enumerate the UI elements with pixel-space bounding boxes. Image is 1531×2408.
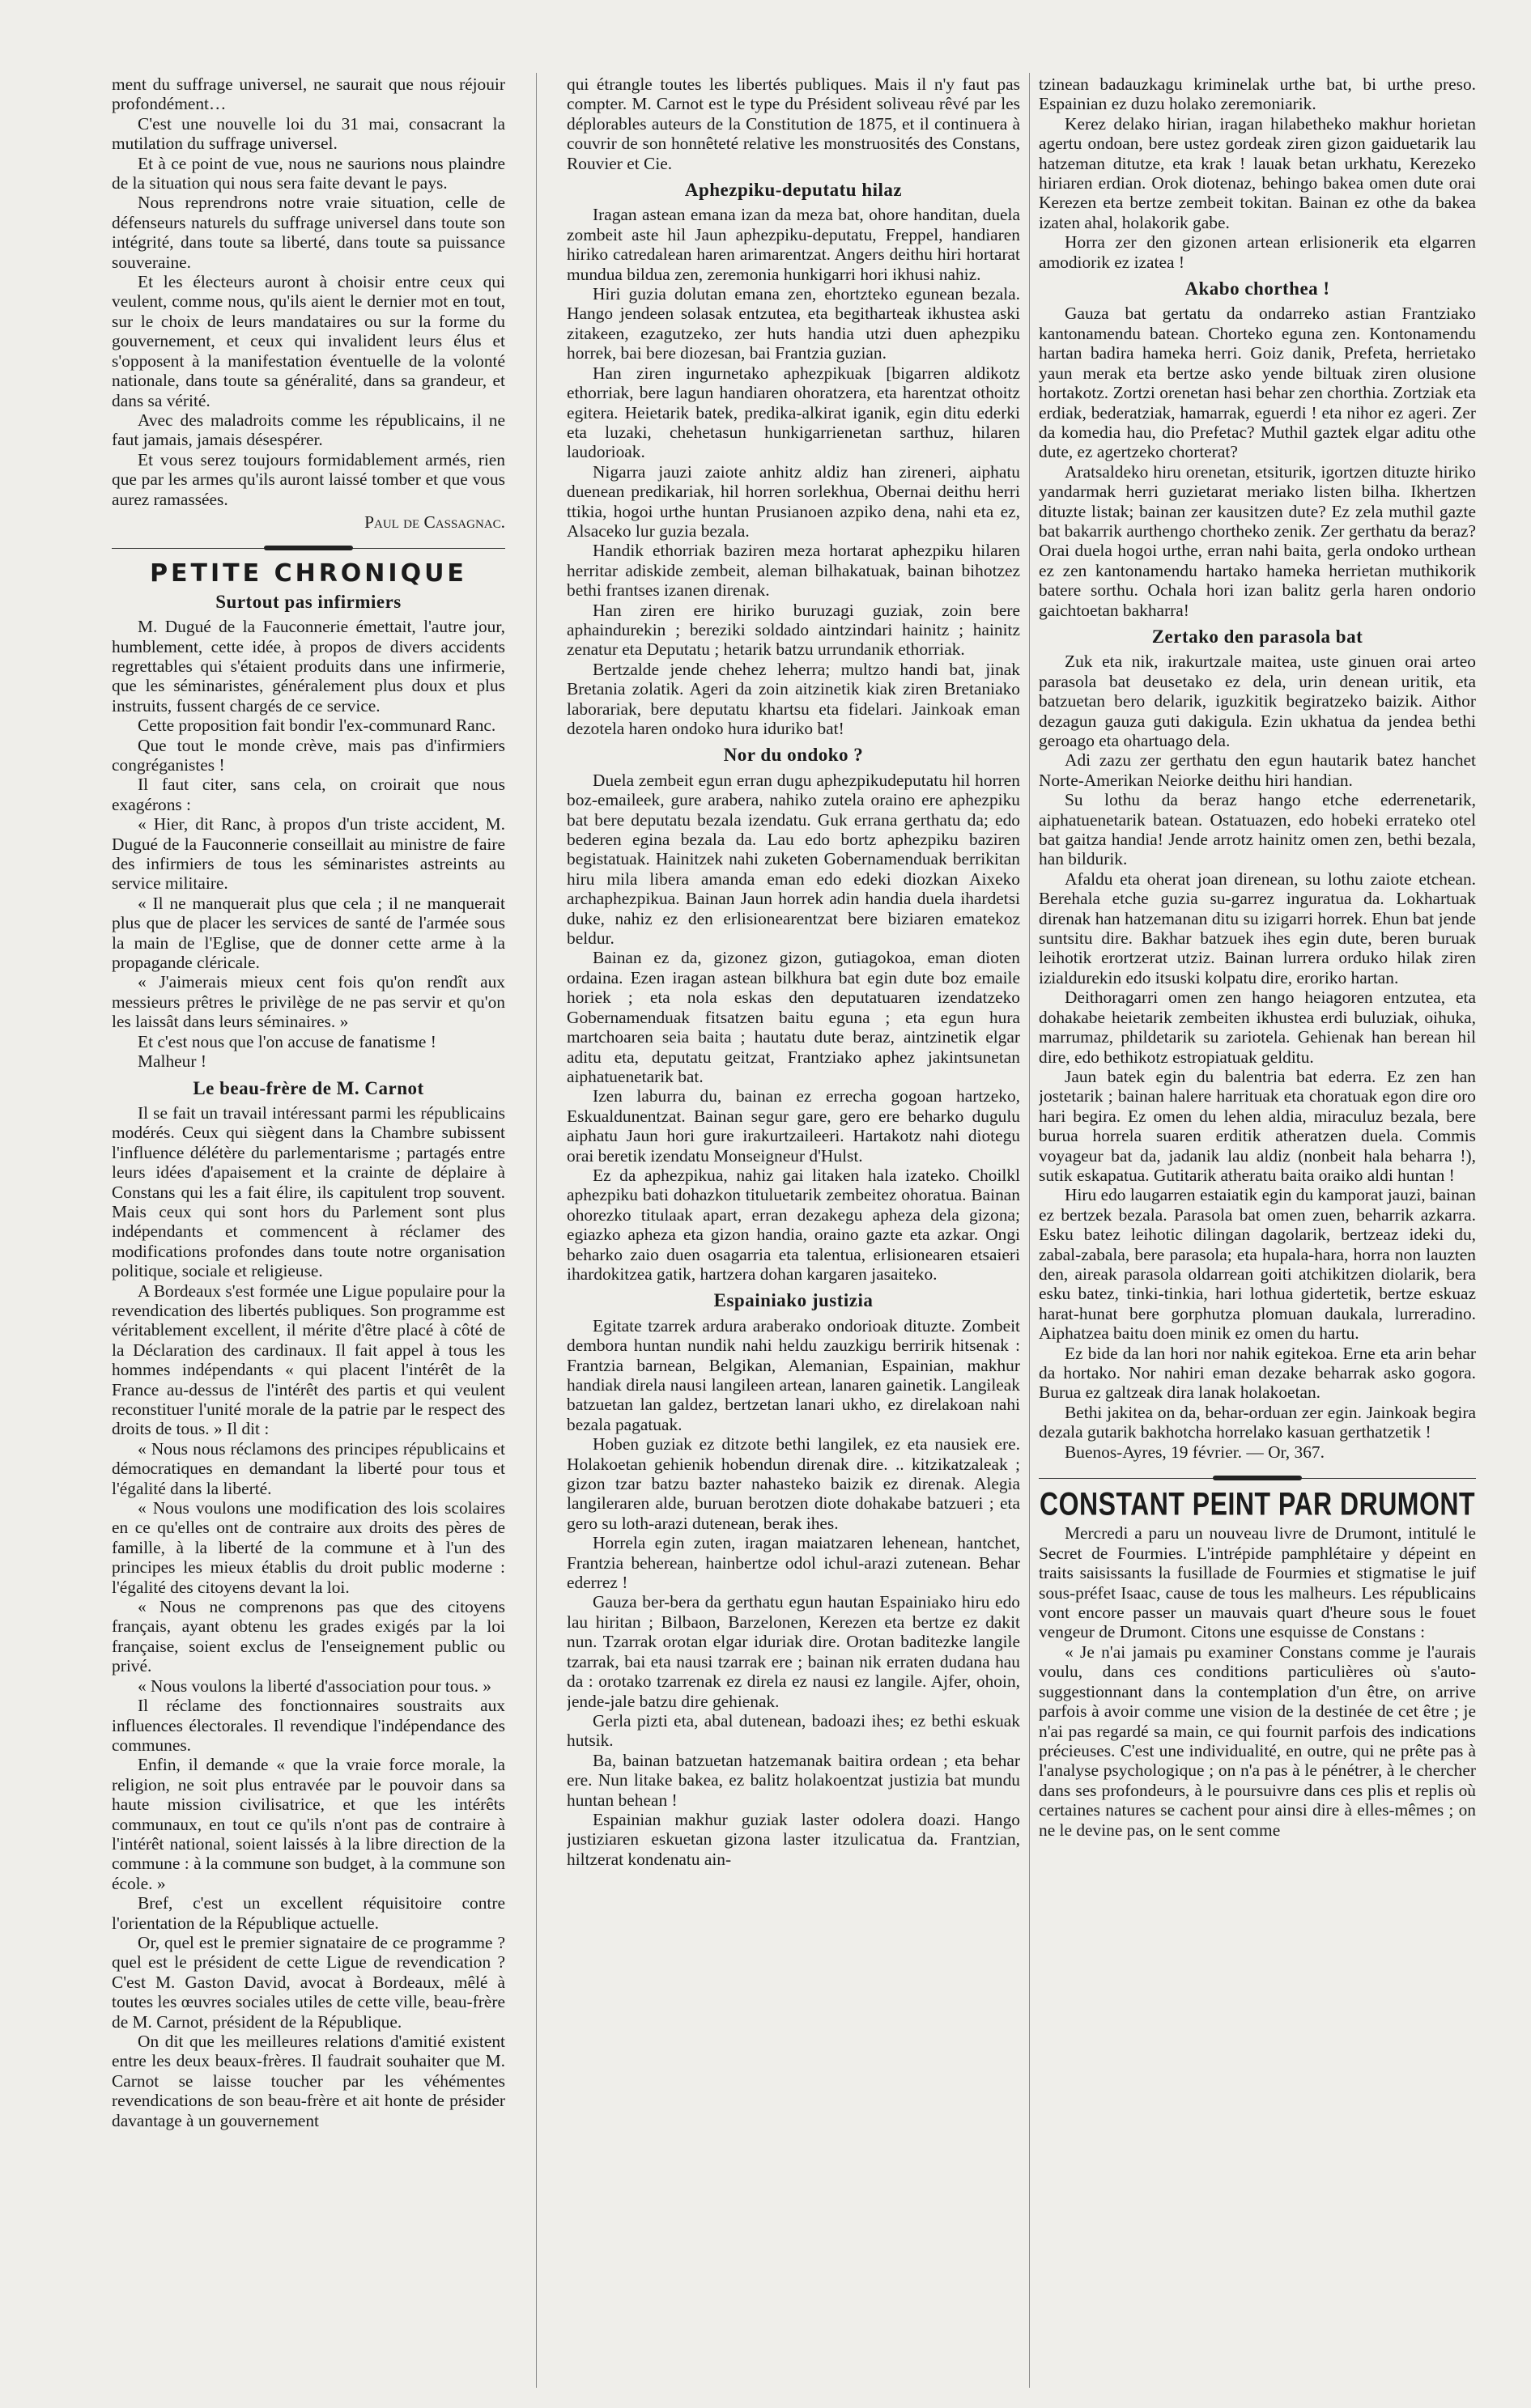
paragraph: « Il ne manquerait plus que cela ; il ne manquerait plus que de placer les services de santé de l'armée sous la main de l'Eglise, que de donner cette arme à la propagande cléricale. bbox=[112, 893, 505, 973]
paragraph: Handik ethorriak baziren meza hortarat aphezpiku hilaren herritar adiskide zembeit, aleman bilhakatuak, bainan bihotzez bethi frantses izanen direnak. bbox=[567, 541, 1020, 601]
dateline: Buenos-Ayres, 19 février. — Or, 367. bbox=[1065, 1442, 1325, 1462]
paragraph: Et vous serez toujours formidablement armés, rien que par les armes qu'ils auront laissé tomber et que vous aurez ramassées. bbox=[112, 449, 505, 509]
paragraph: Hoben guziak ez ditzote bethi langilek, ez eta nausiek ere. Holakoetan gehienik hobendun direnak dire. .. kitzikatzaleak ; gizon tzar batzu bazter nahasteko baizik ez direnak. Alegia langileraren alde, buruan berotzen diote dohakabe batzueri ; eta gero su loth-arazi dutenean, berak ihes. bbox=[567, 1434, 1020, 1533]
paragraph: Et c'est nous que l'on accuse de fanatisme ! bbox=[138, 1031, 436, 1051]
paragraph: Nigarra jauzi zaiote anhitz aldiz han zireneri, aiphatu duenean predikariak, hil horren sorlekhua, Obernai deithu herri ttikia, hogoi urthe huntan Prusianoen azpiko dena, nahi eta ez, Alsaceko lur guzia bezala. bbox=[567, 461, 1020, 541]
paragraph: Mercredi a paru un nouveau livre de Drumont, intitulé le Secret de Fourmies. L'intrépide pamphlétaire y dépeint en traits saisissants la fusillade de Fourmies et stigmatise le juif sous-préfet Isaac, cause de tous les malheurs. Les républicains vont encore passer un mauvais quart d'heure sous le fouet vengeur de Drumont. Citons une esquisse de Constans : bbox=[1039, 1523, 1476, 1642]
paragraph: Bainan ez da, gizonez gizon, gutiagokoa, eman dioten ordaina. Ezen iragan astean bilkhura bat egin dute boz emaile horiek ; eta nola eskas den deputatuaren izendatzeko Gobernamenduak fitsatzen baitu eguna ; eta egun hura martchoaren seia baita ; hautatu dute beraz, aintzinetik elgar aditu eta, deputatu geitzat, Frantziako aphez jakintsunetan aiphatuenetarik bat. bbox=[567, 948, 1020, 1086]
paragraph: Gauza bat gertatu da ondarreko astian Frantziako kantonamendu batean. Chorteko eguna zen. Kontonamendu hartan badira hameka herri. Goiz danik, Prefeta, herrietako yaun merak eta bertze asko yende biltuak ziren olusione hortakotz. Zortzi orenetan hasi behar zen chorthia. Zortziak eta erdiak, bederatziak, hamarrak, eguerdi ! eta nihor ez ageri. Zer da komedia hau, dio Prefetac? Muthil gaztek elgar aditu othe dute, ez agertzeko chorterat? bbox=[1039, 304, 1476, 462]
paragraph: Espainian makhur guziak laster odolera doazi. Hango justiziaren eskuetan gizona laster itzulicatua da. Frantzian, hiltzerat kondenatu ain- bbox=[567, 1809, 1020, 1869]
paragraph: C'est une nouvelle loi du 31 mai, consacrant la mutilation du suffrage universel. bbox=[112, 113, 505, 154]
paragraph: qui étrangle toutes les libertés publiques. Mais il n'y faut pas compter. M. Carnot est le type du Président soliveau rêvé par les déplorables auteurs de la Constitution de 1875, et il continuera à couvrir de son honnêteté relative les monstruosités des Constans, Rouvier et Cie. bbox=[567, 74, 1020, 173]
column-divider bbox=[1029, 73, 1030, 2388]
paragraph: Kerez delako hirian, iragan hilabetheko makhur horietan agertu ondoan, bere ustez gordeak ziren gizon gaiduetarik lau hatzeman ditutze, eta krak ! lauak betan urkhatu, Kerezeko hiriaren erdian. Orok diotenaz, behingo bakea omen dute orai Kerezen eta bertze zembeit tokitan. Bainan ez othe da bakea izaten ahal, holakorik gabe. bbox=[1039, 113, 1476, 232]
paragraph: Deithoragarri omen zen hango heiagoren entzutea, eta dohakabe heietarik zembeiten ikhustea erdi buluziak, oihuka, marrumaz, phildetarik su zariotela. Gehienak han berean hil dire, edo bethikotz estropiatuak gelditu. bbox=[1039, 987, 1476, 1067]
paragraph: Il réclame des fonctionnaires soustraits aux influences électorales. Il revendique l'indépendance des communes. bbox=[112, 1696, 505, 1755]
paragraph: Adi zazu zer gerthatu den egun hautarik batez hanchet Norte-Amerikan Neiorke deithu hiri handian. bbox=[1039, 750, 1476, 790]
paragraph: M. Dugué de la Fauconnerie émettait, l'autre jour, humblement, cette idée, à propos de divers accidents regrettables qui s'étaient produits dans une infirmerie, que les séminaristes, généralement plus doux et plus instruits, fussent chargés de ce service. bbox=[112, 617, 505, 716]
paragraph: Egitate tzarrek ardura araberako ondorioak dituzte. Zombeit dembora huntan nundik nahi heldu zauzkigu berririk hitsenak : Frantzia barnean, Belgikan, Alemanian, Espainian, makhur handiak direla nausi langileen artean, lanaren gainetik. Langileak batzuetan lan galdez, bertzetan lanari ukho, ez direlakoan nahi bezala pagatuak. bbox=[567, 1315, 1020, 1434]
paragraph: Avec des maladroits comme les républicains, il ne faut jamais, jamais désespérer. bbox=[112, 410, 505, 450]
article-heading: Le beau-frère de M. Carnot bbox=[193, 1077, 424, 1098]
paragraph: « Je n'ai jamais pu examiner Constans comme je l'aurais voulu, dans ces conditions particulières où s'auto-suggestionnant dans la contemplation d'un être, on arrive parfois à avoir comme une vision de la destinée de cet être ; je n'ai pas regardé sa main, ce qui fournit parfois des indications précieuses. C'est une individualité, en outre, qui ne prête pas à l'analyse psychologique ; on n'a pas à le pénétrer, à le chercher dans ses profondeurs, à le poursuivre dans ces plis et replis où certaines natures se cachent pour ainsi dire à elles-mêmes ; on ne le devine pas, on le sent comme bbox=[1039, 1641, 1476, 1840]
paragraph: Han ziren ingurnetako aphezpikuak [bigarren aldikotz ethorriak, bere lagun handiaren ohoratzera, eta harentzat othoitz egitera. Heietarik batek, predika-alkirat iganik, egin ditu ederki eta luzaki, chehetasun hunkigarrienetan sarthuz, hilaren laudorioak. bbox=[567, 363, 1020, 462]
paragraph: « Nous voulons une modification des lois scolaires en ce qu'elles ont de contraire aux droits des pères de famille, à la liberté de la commune et à l'un des principes les mieux établis du droit public moderne : l'égalité des citoyens devant la loi. bbox=[112, 1498, 505, 1597]
article-heading: Nor du ondoko ? bbox=[723, 745, 864, 766]
paragraph: Hiri guzia dolutan emana zen, ehortzteko egunean bezala. Hango jendeen solasak entzutea, eta begitharteak ikhustea aski zitakeen, ezagutzeko, zer huts handia utzi duen aphezpiku horrek, bai bere diozesan, bai Frantzia guzian. bbox=[567, 284, 1020, 363]
article-heading: Surtout pas infirmiers bbox=[215, 591, 402, 612]
author-signature: Paul de Cassagnac. bbox=[364, 512, 505, 532]
paragraph: Horra zer den gizonen artean erlisionerik eta elgarren amodiorik ez izatea ! bbox=[1039, 232, 1476, 272]
paragraph: Afaldu eta oherat joan direnean, su lothu zaiote etchean. Berehala etche guzia su-garrez inguratua da. Lokhartuak direnak han hatzemanan ditu su izigarri horrek. Ehun bat jende suntsitu dire. Bakhar batzuek ihes egin dute, beren buruak leihotik erortzerat utziz. Bainan lurrera orduko hilak ziren izialdurekin edo itsuski kolpatu dire, eroriko hartan. bbox=[1039, 868, 1476, 987]
paragraph: Bref, c'est un excellent réquisitoire contre l'orientation de la République actuelle. bbox=[112, 1893, 505, 1933]
column-1 bbox=[112, 74, 505, 2389]
paragraph: « Hier, dit Ranc, à propos d'un triste accident, M. Dugué de la Fauconnerie conseillait au ministre de faire des infirmiers de tous les séminaristes astreints au service militaire. bbox=[112, 814, 505, 894]
article-heading: Akabo chorthea ! bbox=[1184, 278, 1330, 299]
article-heading: Aphezpiku-deputatu hilaz bbox=[684, 180, 903, 201]
paragraph: Il faut citer, sans cela, on croirait que nous exagérons : bbox=[112, 775, 505, 814]
paragraph: Enfin, il demande « que la vraie force morale, la religion, ne soit plus entravée par le pouvoir dans sa haute mission civilisatrice, et que les intérêts communaux, en tout ce qu'ils n'ont pas de contraire à l'intérêt national, soient laissés à la libre direction de la commune : à la commune son budget, à la commune son école. » bbox=[112, 1755, 505, 1893]
paragraph: Su lothu da beraz hango etche ederrenetarik, aiphatuenetarik batean. Ostatuazen, edo hobeki errateko otel bat gaitza handia! Jende arrotz hainitz omen zen, bethi bezala, han bildurik. bbox=[1039, 790, 1476, 869]
paragraph: Zuk eta nik, irakurtzale maitea, uste ginuen orai arteo parasola bat deusetako ez dela, urin denean uritik, eta batzuetan bero delarik, iguzkitik begiratzeko baizik. Aithor dezagun gauza guti dakigula. Ezin ukhatua da jendea bethi geroago eta ohartuago dela. bbox=[1039, 652, 1476, 750]
paragraph: Jaun batek egin du balentria bat ederra. Ez zen han jostetarik ; bainan halere harrituak eta choratuak egon dire oro hari begira. Ez omen du lehen aldia, miraculuz bezala, bere burua horrela suaren erditik atheratzen duela. Commis voyageur bat da, jadanik lau aldiz (nonbeit hala beharra !), sutik eskapatua. Gutitarik atheratu baita oraiko aldi huntan ! bbox=[1039, 1066, 1476, 1185]
paragraph: A Bordeaux s'est formée une Ligue populaire pour la revendication des libertés publiques. Son programme est véritablement excellent, il mérite d'être placé à côté de la Déclaration des cardinaux. Il fait appel à tous les hommes indépendants « qui placent l'intérêt de la France au-dessus de l'intérêt des partis et qui veulent reconstituer l'unité morale de la patrie par le respect des droits de tous. » Il dit : bbox=[112, 1280, 505, 1439]
paragraph: Nous reprendrons notre vraie situation, celle de défenseurs naturels du suffrage universel dans toute son intégrité, dans toute sa liberté, dans toute sa puissance souveraine. bbox=[112, 193, 505, 272]
paragraph: Hiru edo laugarren estaiatik egin du kamporat jauzi, bainan ez bertzek bezala. Parasola bat omen zuen, beharrik azkarra. Esku batez leihotic dilingan dagolarik, bertzeaz ideki du, zabal-zabala, bere parasola; eta hupala-hara, horra non lauzten den, aireak parasola oldarrean goiti atchikitzen diolarik, bera esku batez, tinki-tinkia, hari lothua gidertetik, bertze eskuaz harat-hunat bere gorphutza plomuan daukala, lurreradino. Aiphatzea baitu doen minik ez omen du hartu. bbox=[1039, 1185, 1476, 1344]
paragraph: Bertzalde jende chehez leherra; multzo handi bat, jinak Bretania zolatik. Ageri da zoin aitzinetik kiak ziren Bretaniako laborariak, bere deputatu khartsu eta fidelari. Jainkoak eman dezotela haren ondoko hura iduriko bat! bbox=[567, 659, 1020, 738]
section-ornament bbox=[112, 540, 505, 558]
paragraph: Aratsaldeko hiru orenetan, etsiturik, igortzen dituzte hiriko yandarmak herri guzietarat meriako listen bilha. Ikhertzen dituzte listak; bainan zer kausitzen dute? Ez zela muthil gazte bat bakarrik aurthengo chortheko zenik. Zer gerthatu da beraz? Orai duela hogoi urthe, erran nahi baita, gerla ondoko urthean ez zen kantonamendu hartako hameka herrietan muthikorik batere sorthu. Ochala hori izan balitz gerla haren ondorio gaichtoetan bakharra! bbox=[1039, 461, 1476, 620]
column-divider bbox=[536, 73, 537, 2388]
paragraph: Que tout le monde crève, mais pas d'infirmiers congréganistes ! bbox=[112, 735, 505, 775]
article-heading: Zertako den parasola bat bbox=[1151, 626, 1363, 647]
paragraph: Ez bide da lan hori nor nahik egitekoa. Erne eta arin behar da hortako. Nor nahiri eman dezake beharrak asko gogora. Burua ez galtzeak dira lanak holakoetan. bbox=[1039, 1343, 1476, 1403]
paragraph: tzinean badauzkagu kriminelak urthe bat, bi urthe preso. Espainian ez duzu holako zeremoniarik. bbox=[1039, 74, 1476, 114]
column-2 bbox=[567, 74, 1020, 2389]
article-heading: Espainiako justizia bbox=[713, 1290, 874, 1311]
paragraph: Malheur ! bbox=[138, 1051, 206, 1072]
paragraph: Horrela egin zuten, iragan maiatzaren lehenean, hantchet, Frantzia beherean, hainbertze odol ichul-arazi zutenean. Behar ederrez ! bbox=[567, 1533, 1020, 1593]
paragraph: Gauza ber-bera da gerthatu egun hautan Espainiako hiru edo lau hiritan ; Bilbaon, Barzelonen, Kerezen eta bertze ez dakit nun. Tzarrak orotan elgar iduriak dire. Orotan baditezke langile tzarrak, bai eta nausi tzarrak ere ; bainan nik erraten dudana hau da : orotako tzarrenak ez direla ez nausi ez langile. Ajfer, ohoin, jende-jale batzu dire gehienak. bbox=[567, 1592, 1020, 1711]
section-heading: PETITE CHRONIQUE bbox=[150, 559, 467, 588]
paragraph: « Nous voulons la liberté d'association pour tous. » bbox=[138, 1675, 491, 1696]
column-3 bbox=[1039, 74, 1476, 2389]
article-heading: CONSTANT PEINT PAR DRUMONT bbox=[1039, 1485, 1475, 1523]
paragraph: Gerla pizti eta, abal dutenean, badoazi ihes; ez bethi eskuak hutsik. bbox=[567, 1710, 1020, 1751]
paragraph: Or, quel est le premier signataire de ce programme ? quel est le président de cette Ligue de revendication ? C'est M. Gaston David, avocat à Bordeaux, mêlé à toutes les œuvres sociales utiles de cette ville, beau-frère de M. Carnot, président de la République. bbox=[112, 1932, 505, 2032]
paragraph: « J'aimerais mieux cent fois qu'on rendît aux messieurs prêtres le privilège de ne pas servir et qu'on les laissât dans leurs séminaires. » bbox=[112, 972, 505, 1032]
paragraph: On dit que les meilleures relations d'amitié existent entre les deux beaux-frères. Il faudrait souhaiter que M. Carnot se laisse toucher par les véhémentes revendications de son beau-frère et ait honte de présider davantage à un gouvernement bbox=[112, 2032, 505, 2130]
paragraph: « Nous ne comprenons pas que des citoyens français, ayant obtenu les grades exigés par la loi française, soient exclus de l'enseignement public ou privé. bbox=[112, 1597, 505, 1676]
paragraph: Iragan astean emana izan da meza bat, ohore handitan, duela zombeit aste hil Jaun aphezpiku-deputatu, Freppel, handiaren hiriko catredalean haren arimarentzat. Angers deithu hiri hortarat mundua bildua zen, zeremonia hunkigarri hori ikhusi nahiz. bbox=[567, 205, 1020, 284]
paragraph: Ez da aphezpikua, nahiz gai litaken hala izateko. Choilkl aphezpiku bati dohazkon tituluetarik zembeitez ohoratua. Bainan ohorezko titulaak apart, erran dezakegu apheza dela gizona; egiazko apheza eta gizon handia, oraino gazte eta azkar. Ongi beharko zaio duen osagarria eta talentua, erlisionearen etsaieri ihardokitzea gatik, hartzera dohan kargaren jasaiteko. bbox=[567, 1165, 1020, 1284]
paragraph: Izen laburra du, bainan ez errecha gogoan hartzeko, Eskualdunentzat. Bainan segur gare, gero ere beharko dugulu aiphatu Jaun hori gure irakurtzaileeri. Hartakotz nahi diotegu orai beretik izendatu Monseigneur d'Hulst. bbox=[567, 1086, 1020, 1166]
paragraph: Et à ce point de vue, nous ne saurions nous plaindre de la situation qui nous sera faite devant le pays. bbox=[112, 153, 505, 193]
paragraph: Duela zembeit egun erran dugu aphezpikudeputatu hil horren boz-emaileek, gure arabera, nahiko zutela oraino ere aphezpiku bat bere deputatu bezala izendatu. Guk errana gerthatu da; edo bederen egina bezala da. Lau edo bortz aphezpiku baziren begistatuak. Hainitzek nahi zuketen Gobernamenduak berrikitan hiru mila libera amanda eman edo edeki diozkan Aixeko archaphezpikua. Bainan Jaun horrek adin handia duela ihardetsi duke, nahiz ez den erlisionearentzat bere biziaren ematekoz beldur. bbox=[567, 770, 1020, 949]
paragraph: Cette proposition fait bondir l'ex-communard Ranc. bbox=[138, 716, 496, 736]
paragraph: Et les électeurs auront à choisir entre ceux qui veulent, comme nous, qu'ils aient le dernier mot en tout, sur le choix de leurs mandataires ou sur la forme du gouvernement, et ceux qui invalident leurs élus et s'opposent à la manifestation éventuelle de la volonté nationale, dans toute sa généralité, dans sa grandeur, et dans sa vérité. bbox=[112, 272, 505, 410]
paragraph: Bethi jakitea on da, behar-orduan zer egin. Jainkoak begira dezala gutarik bakhotcha horrelako kasuan gerthatzetik ! bbox=[1039, 1402, 1476, 1442]
paragraph: ment du suffrage universel, ne saurait que nous réjouir profondément… bbox=[112, 74, 505, 114]
paragraph: « Nous nous réclamons des principes républicains et démocratiques en demandant la liberté pour tous et l'égalité dans la liberté. bbox=[112, 1438, 505, 1498]
paragraph: Ba, bainan batzuetan hatzemanak baitira ordean ; eta behar ere. Nun litake bakea, ez balitz holakoentzat justizia bat mundu huntan behean ! bbox=[567, 1750, 1020, 1810]
paragraph: Han ziren ere hiriko buruzagi guziak, zoin bere aphaindurekin ; bereziki soldado aintzindari hainitz ; hainitz zenatur eta Deputatu ; hetarik batzu urrundanik ethorriak. bbox=[567, 600, 1020, 660]
paragraph: Il se fait un travail intéressant parmi les républicains modérés. Ceux qui siègent dans la Chambre subissent l'influence délétère du parlementarisme ; partagés entre leurs idées d'apaisement et la crainte de déplaire à Constans qui les a fait élire, ils capitulent trop souvent. Mais ceux qui sont hors du Parlement sont plus indépendants et commencent à réclamer des modifications profondes dans toute notre organisation politique, sociale et religieuse. bbox=[112, 1102, 505, 1281]
